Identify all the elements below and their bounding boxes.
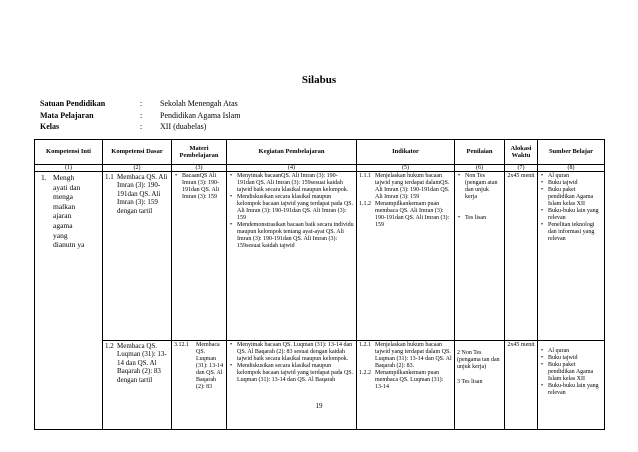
page-title: Silabus bbox=[301, 74, 337, 86]
header-kompetensi-dasar: Kompetensi Dasar bbox=[103, 140, 172, 165]
cell-penilaian bbox=[455, 172, 505, 341]
document-meta bbox=[40, 98, 240, 133]
cell-indikator bbox=[357, 172, 455, 341]
meta-value: Sekolah Menengah Atas bbox=[160, 99, 238, 108]
indikator-number: 1.1.2 bbox=[359, 201, 371, 207]
list-item: • BacaanQS Ali Imran (3): 190-191dan QS. Ali Imran (3): 159 bbox=[182, 173, 224, 201]
indikator-number: 1.2.2 bbox=[359, 370, 371, 376]
penilaian-item: 2 Non Tes (pengama tan dan unjuk kerja) bbox=[457, 350, 500, 370]
list-item: • Buku tajwid bbox=[548, 355, 602, 362]
header-number: (3) bbox=[172, 165, 227, 172]
cell-alokasi: 2x45 menit bbox=[505, 341, 538, 430]
ki-text: Mengh ayati dan menga malkan ajaran agama yang dianutn ya bbox=[53, 173, 85, 250]
penilaian-item: 3 Tes lisan bbox=[457, 379, 483, 385]
meta-key: Mata Pelajaran bbox=[40, 110, 94, 120]
header-alokasi: Alokasi Waktu bbox=[505, 140, 538, 165]
header-kegiatan: Kegiatan Pembelajaran bbox=[227, 140, 357, 165]
header-number-row bbox=[35, 165, 605, 172]
list-item: • Mendiskusikan secara klasikal maupun kelompok bacaan tajwid yang terdapat pada QS. Luqman (31): 13-14 dan QS. Al Baqarah bbox=[237, 363, 354, 384]
cell-kompetensi-inti bbox=[35, 172, 103, 430]
list-item: • Menyimak bacaanQS. Ali Imran (3): 190-191dan QS. Ali Imran (3): 159sesuai kaidah tajwid baik secara klasikal maupun kelompok. bbox=[237, 173, 354, 194]
list-item: • Mendemonstrasikan bacaan baik secara individu maupun kelompok tentang ayat-ayat QS. Ali Imran (3): 190-191dan QS. Ali Imran (3): 159sesuai kaidah tajwid bbox=[237, 222, 354, 250]
header-materi: Materi Pembelajaran bbox=[172, 140, 227, 165]
meta-colon: : bbox=[140, 122, 143, 131]
header-number: (4) bbox=[227, 165, 357, 172]
kd-text: Membaca QS. Luqman (31): 13-14 dan QS. Al Baqarah (2): 83 dengan tartil bbox=[117, 342, 167, 384]
list-item: • Al quran bbox=[548, 348, 602, 355]
list-item: • Tes lisan bbox=[465, 215, 502, 222]
meta-row-kelas bbox=[40, 121, 240, 133]
materi-number: 3.12.1 bbox=[174, 342, 189, 348]
meta-colon: : bbox=[140, 99, 143, 108]
cell-materi bbox=[172, 172, 227, 341]
indikator-text: Menampilkankemam puan membaca QS. Ali Imran (3): 190-191dan QS. Ali Imran (3): 159 bbox=[375, 201, 450, 228]
header-number: (5) bbox=[357, 165, 455, 172]
meta-key: Satuan Pendidikan bbox=[40, 99, 106, 108]
header-sumber: Sumber Belajar bbox=[538, 140, 605, 165]
cell-sumber bbox=[538, 172, 605, 341]
meta-row-satuan bbox=[40, 98, 240, 110]
header-number: (1) bbox=[35, 165, 103, 172]
table-row bbox=[35, 172, 605, 341]
list-item: • Al quran bbox=[548, 173, 602, 180]
table-row bbox=[35, 341, 605, 430]
cell-kompetensi-dasar bbox=[103, 172, 172, 341]
header-row bbox=[35, 140, 605, 165]
list-item: • Buku paket pendidikan Agama Islam kelas XII bbox=[548, 187, 602, 208]
header-number: (2) bbox=[103, 165, 172, 172]
silabus-table bbox=[34, 139, 605, 430]
list-item: • Mendiskusikan secara klasikal maupun kelompok bacaan tajwid yang terdapat pada QS. Ali Imran (3): 190-191dan QS. Ali Imran (3): 159 bbox=[237, 194, 354, 222]
meta-colon: : bbox=[140, 110, 143, 120]
kd-number: 1.1 bbox=[105, 173, 114, 181]
cell-alokasi: 2x45 menit bbox=[505, 172, 538, 341]
kd-number: 1.2 bbox=[105, 342, 114, 350]
ki-number: 1. bbox=[41, 173, 47, 182]
materi-text: Membaca QS. Luqman (31): 13-14 dan QS. Al Baqarah (2): 83 bbox=[196, 342, 224, 390]
header-penilaian: Penilaian bbox=[455, 140, 505, 165]
cell-sumber bbox=[538, 341, 605, 430]
list-item: • Menyimak bacaan QS. Luqman (31): 13-14 dan QS. Al Baqarah (2): 83 sesuai dengan kaidah tajwid baik secara klasikal maupun kelompok. bbox=[237, 342, 354, 363]
cell-kompetensi-dasar bbox=[103, 341, 172, 430]
page-number: 19 bbox=[315, 402, 323, 410]
list-item: • Buku-buku lain yang relevan bbox=[548, 383, 602, 397]
meta-key: Kelas bbox=[40, 122, 60, 131]
indikator-number: 1.1.1 bbox=[359, 173, 371, 179]
list-item: • Non Tes (pengam atan dan unjuk kerja bbox=[465, 173, 502, 201]
header-kompetensi-inti: Kompetensi Inti bbox=[35, 140, 103, 165]
indikator-number: 1.2.1 bbox=[359, 342, 371, 348]
list-item: • Penelitan teknologi dan informasi yang relevan bbox=[548, 222, 602, 243]
indikator-text: Menampilkankemam puan membaca QS. Luqman (31): 13-14 bbox=[375, 370, 444, 390]
list-item: • Buku paket pendidikan Agama Islam kelas XII bbox=[548, 362, 602, 383]
indikator-text: Menjelaskan hukum bacaan tajwid yang terdapat dalam QS. Luqman (31): 13-14 dan QS. Al Baqarah (2): 83. bbox=[375, 342, 452, 369]
cell-materi bbox=[172, 341, 227, 430]
meta-row-mapel bbox=[40, 110, 240, 122]
meta-value: XII (duabelas) bbox=[160, 122, 207, 131]
list-item: • Buku tajwid bbox=[548, 180, 602, 187]
kd-text: Membaca QS. Ali Imran (3): 190-191dan QS. Ali Imran (3): 159 dengan tartil bbox=[117, 173, 168, 215]
meta-value: Pendidikan Agama Islam bbox=[160, 110, 241, 120]
header-number: (7) bbox=[505, 165, 538, 172]
list-item: • Buku-buku lain yang relevan bbox=[548, 208, 602, 222]
cell-indikator bbox=[357, 341, 455, 430]
cell-kegiatan bbox=[227, 172, 357, 341]
cell-kegiatan bbox=[227, 341, 357, 430]
cell-penilaian bbox=[455, 341, 505, 430]
indikator-text: Menjelaskan hukum bacaan tajwid yang terdapat dalamQS. Ali Imran (3): 190-191dan QS. Ali Imran (3): 159 bbox=[375, 173, 450, 200]
header-number: (6) bbox=[455, 165, 505, 172]
header-indikator: Indikator bbox=[357, 140, 455, 165]
header-number: (8) bbox=[538, 165, 605, 172]
